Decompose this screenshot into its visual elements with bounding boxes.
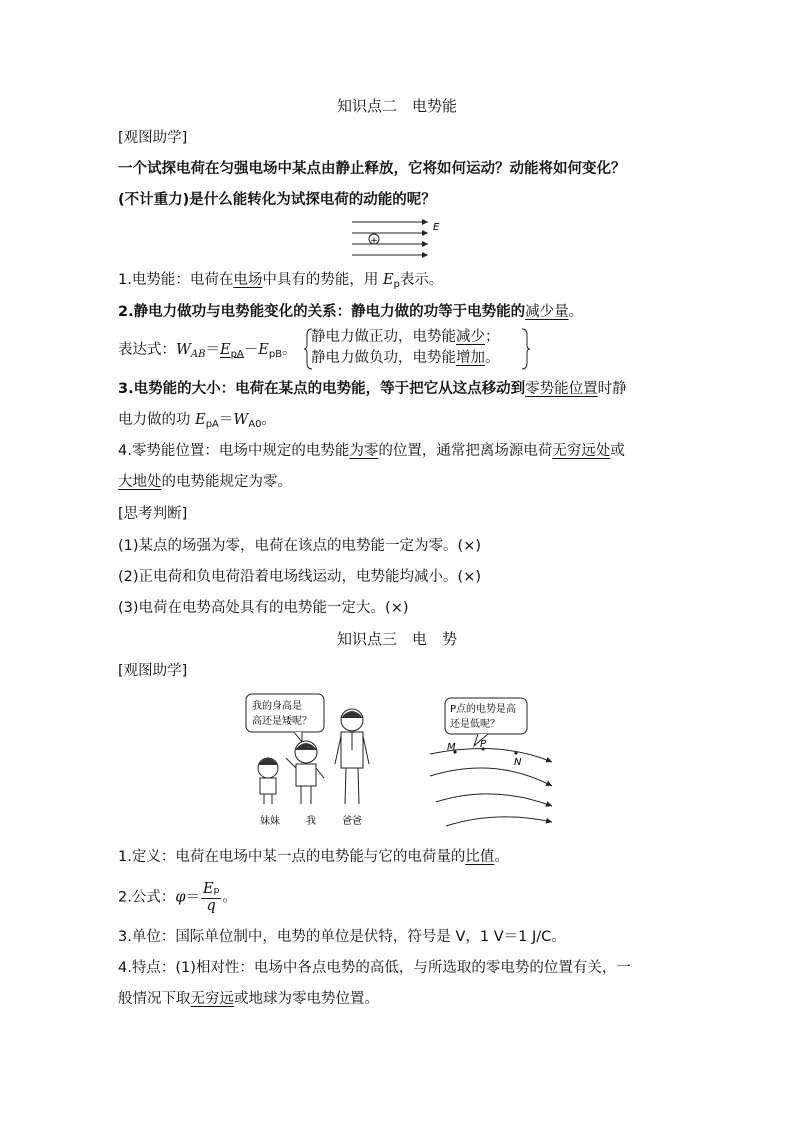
case1-text: 静电力做正功，电势能 bbox=[311, 329, 456, 345]
bubble2-line2: 还是低呢？ bbox=[450, 719, 500, 730]
think-judge-heading: [思考判断] bbox=[118, 506, 188, 522]
section2-question-line1: 一个试探电荷在匀强电场中某点由静止释放，它将如何运动？动能将如何变化？ bbox=[118, 161, 626, 177]
item4-line2 bbox=[118, 472, 292, 492]
fraction bbox=[201, 882, 221, 913]
item2-prefix: 2.静电力做功与电势能变化的关系：静电力做的功等于电势能的 bbox=[118, 304, 526, 320]
item3-line2-text: 电力做的功 bbox=[118, 412, 196, 428]
item3-line2 bbox=[118, 410, 276, 435]
symbol-w: W bbox=[176, 342, 191, 358]
symbol-e: E bbox=[382, 272, 394, 288]
symbol-sub: pA bbox=[230, 349, 244, 360]
case-negative-work bbox=[311, 348, 500, 368]
height-potential-figure bbox=[240, 690, 560, 830]
point-m-label: M bbox=[447, 742, 456, 753]
symbol-w: W bbox=[233, 412, 249, 428]
section2-guide-heading: [观图助学] bbox=[118, 130, 188, 146]
item4-answer3: 大地处 bbox=[118, 474, 162, 490]
equals-sign: ＝ bbox=[185, 889, 200, 906]
label-dad: 爸爸 bbox=[342, 816, 362, 827]
bubble1-line2: 高还是矮呢？ bbox=[252, 716, 312, 727]
symbol-sub: A0 bbox=[248, 419, 262, 430]
formula-end: 。 bbox=[222, 889, 237, 906]
item2-answer: 减少量 bbox=[525, 304, 569, 320]
boy-figure-icon bbox=[286, 741, 324, 804]
feature-line2 bbox=[118, 989, 379, 1009]
expression-end: 。 bbox=[282, 342, 297, 358]
symbol-e: E bbox=[203, 881, 214, 897]
item4-text: 4.零势能位置：电场中规定的电势能 bbox=[118, 443, 350, 459]
expression-cases bbox=[303, 327, 533, 371]
symbol-sub: p bbox=[213, 886, 220, 896]
equals-sign: ＝ bbox=[218, 412, 234, 428]
item3-line2-end: 。 bbox=[261, 412, 277, 428]
right-brace-icon bbox=[521, 327, 531, 371]
formula-label: 2.公式： bbox=[118, 889, 176, 906]
label-me: 我 bbox=[306, 816, 316, 827]
symbol-sub: AB bbox=[190, 349, 206, 360]
feature-text: 般情况下取 bbox=[118, 991, 191, 1007]
item1-electric-potential-energy bbox=[118, 270, 443, 295]
item3-answer: 零势能位置 bbox=[525, 381, 598, 397]
judge-item-3: (3)电荷在电势高处具有的电势能一定大。(×) bbox=[118, 600, 409, 616]
item4-line2-end: 的电势能规定为零。 bbox=[161, 474, 292, 490]
symbol-e: E bbox=[219, 342, 231, 358]
field-label-e: E bbox=[433, 222, 440, 233]
section2-title: 知识点二 电势能 bbox=[336, 97, 457, 115]
feature-answer: 无穷远 bbox=[190, 991, 234, 1007]
feature-line1: 4.特点：(1)相对性：电场中各点电势的高低，与所选取的零电势的位置有关，一 bbox=[118, 960, 631, 976]
item3-prefix: 3.电势能的大小：电荷在某点的电势能，等于把它从这点移动到 bbox=[118, 381, 526, 397]
point-n-dot bbox=[514, 751, 517, 754]
section2-question-line2: (不计重力)是什么能转化为试探电荷的动能的呢？ bbox=[118, 192, 436, 208]
test-charge-sign: + bbox=[370, 236, 378, 246]
field-line bbox=[446, 817, 552, 826]
item1-answer: 电场 bbox=[233, 272, 263, 288]
item4-answer2: 无穷远处 bbox=[552, 443, 611, 459]
definition-text: 1.定义：电荷在电场中某一点的电势能与它的电荷量的 bbox=[118, 849, 466, 865]
judge-item-1: (1)某点的场强为零，电荷在该点的电势能一定为零。(×) bbox=[118, 538, 482, 554]
point-n-label: N bbox=[514, 757, 522, 768]
symbol-sub: pB bbox=[268, 349, 283, 360]
case2-text: 静电力做负功，电势能 bbox=[311, 350, 456, 366]
symbol-e: E bbox=[195, 412, 206, 428]
field-line bbox=[430, 768, 552, 786]
item2-work-energy-relation bbox=[118, 302, 583, 322]
sister-figure-icon bbox=[258, 758, 278, 804]
section3-title: 知识点三 电 势 bbox=[336, 630, 457, 648]
case2-end: 。 bbox=[485, 350, 500, 366]
uniform-field-figure bbox=[350, 218, 450, 262]
item2-suffix: 。 bbox=[568, 304, 584, 320]
symbol-phi: φ bbox=[175, 889, 186, 906]
formula-line bbox=[118, 882, 237, 922]
case2-answer: 增加 bbox=[456, 350, 485, 366]
section3-guide-heading: [观图助学] bbox=[118, 663, 188, 679]
item4-mid: 的位置，通常把离场源电荷 bbox=[378, 443, 553, 459]
bubble1-line1: 我的身高是 bbox=[252, 701, 302, 712]
item1-mid: 中具有的势能，用 bbox=[262, 272, 383, 288]
case1-answer: 减少 bbox=[456, 329, 485, 345]
equals-sign: ＝ bbox=[205, 342, 220, 358]
feature-end: 或地球为零电势位置。 bbox=[234, 991, 379, 1007]
symbol-e: E bbox=[258, 342, 269, 358]
bubble2-line1: P点的电势是高 bbox=[450, 704, 517, 715]
item4-line1 bbox=[118, 441, 625, 461]
expression-label: 表达式： bbox=[118, 342, 176, 358]
definition-end: 。 bbox=[494, 849, 509, 865]
fraction-denominator: q bbox=[206, 898, 216, 914]
bubble-tail bbox=[294, 732, 302, 742]
symbol-sub: p bbox=[393, 279, 400, 290]
point-p-label: P bbox=[480, 739, 487, 750]
case-positive-work bbox=[311, 327, 500, 347]
item1-suffix: 表示。 bbox=[399, 272, 444, 288]
father-figure-icon bbox=[335, 709, 369, 804]
item3-line1-end: 时静 bbox=[597, 381, 627, 397]
item4-line1-end: 或 bbox=[610, 443, 625, 459]
expression-line bbox=[118, 340, 297, 365]
item4-answer1: 为零 bbox=[349, 443, 379, 459]
minus-sign: － bbox=[243, 342, 259, 358]
field-line bbox=[436, 794, 552, 806]
fraction-numerator bbox=[201, 882, 221, 899]
unit-line: 3.单位：国际单位制中，电势的单位是伏特，符号是 V，1 V＝1 J/C。 bbox=[118, 929, 566, 945]
symbol-sub: pA bbox=[205, 419, 219, 430]
item1-prefix: 1.电势能：电荷在 bbox=[118, 272, 234, 288]
label-sister: 妹妹 bbox=[260, 816, 280, 827]
judge-item-2: (2)正电荷和负电荷沿着电场线运动，电势能均减小。(×) bbox=[118, 569, 482, 585]
definition-line bbox=[118, 847, 509, 867]
case1-end: ； bbox=[485, 329, 500, 345]
definition-answer: 比值 bbox=[465, 849, 495, 865]
item3-line1 bbox=[118, 379, 627, 399]
